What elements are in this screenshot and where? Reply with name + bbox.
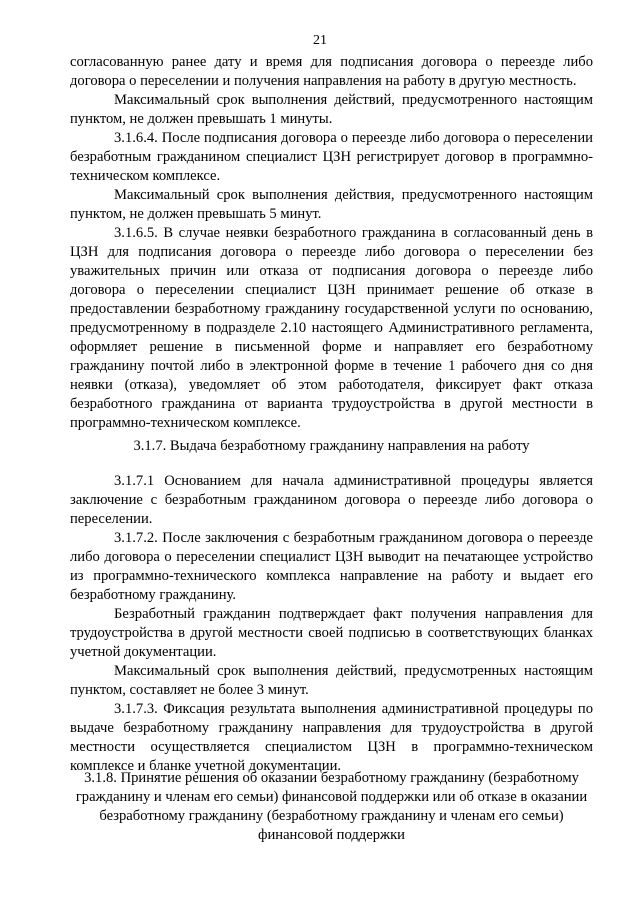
- paragraph: Безработный гражданин подтверждает факт получения направления для трудоустройства в другой местности своей подписью в соответствующих бланках учетной документации.: [70, 606, 593, 660]
- paragraph: 3.1.7.2. После заключения с безработным гражданином договора о переезде либо договора о переселении специалист ЦЗН выводит на печатающее устройство из программно-технического комплекса направление на работу и выдает его безработному гражданину.: [70, 530, 593, 603]
- paragraph: 3.1.7.3. Фиксация результата выполнения административной процедуры по выдаче безработному гражданину направления для трудоустройства в другой местности осуществляется специалистом ЦЗН в программно-техническом комплексе и бланке учетной документации.: [70, 701, 593, 774]
- paragraph: Максимальный срок выполнения действий, предусмотренных настоящим пунктом, составляет не более 3 минут.: [70, 663, 593, 698]
- paragraph: Максимальный срок выполнения действий, предусмотренного настоящим пунктом, не должен превышать 1 минуты.: [70, 92, 593, 127]
- text-block-2: [70, 472, 593, 776]
- text-block-1: [70, 53, 593, 433]
- section-heading-3-1-7: 3.1.7. Выдача безработному гражданину направления на работу: [133, 438, 530, 454]
- section-heading-3-1-8: 3.1.8. Принятие решения об оказании безработному гражданину (безработному гражданину и членам его семьи) финансовой поддержки или об отказе в оказании безработному гражданину (безработному гражданину и членам его семьи) финансовой поддержки: [75, 770, 588, 843]
- paragraph-continuation: согласованную ранее дату и время для подписания договора о переезде либо договора о переселении и получения направления на работу в другую местность.: [70, 54, 593, 89]
- page-number: 21: [313, 33, 327, 48]
- paragraph: 3.1.7.1 Основанием для начала административной процедуры является заключение с безработным гражданином договора о переезде либо договора о переселении.: [70, 473, 593, 527]
- paragraph: 3.1.6.4. После подписания договора о переезде либо договора о переселении безработным гражданином специалист ЦЗН регистрирует договор в программно-техническом комплексе.: [70, 130, 593, 184]
- paragraph: 3.1.6.5. В случае неявки безработного гражданина в согласованный день в ЦЗН для подписания договора о переезде либо договора о переселении без уважительных причин или отказа от подписания договора о переезде либо договора о переселении специалист ЦЗН принимает решение об отказе в предоставлении безработному гражданину государственной услуги по основанию, предусмотренному в подразделе 2.10 настоящего Административного регламента, оформляет решение в письменной форме и направляет его безработному гражданину почтой либо в электронной форме в течение 1 рабочего дня со дня неявки (отказа), уведомляет об этом работодателя, фиксирует факт отказа безработного гражданина от варианта трудоустройства в другой местности в программно-техническом комплексе.: [70, 225, 593, 431]
- paragraph: Максимальный срок выполнения действия, предусмотренного настоящим пунктом, не должен превышать 5 минут.: [70, 187, 593, 222]
